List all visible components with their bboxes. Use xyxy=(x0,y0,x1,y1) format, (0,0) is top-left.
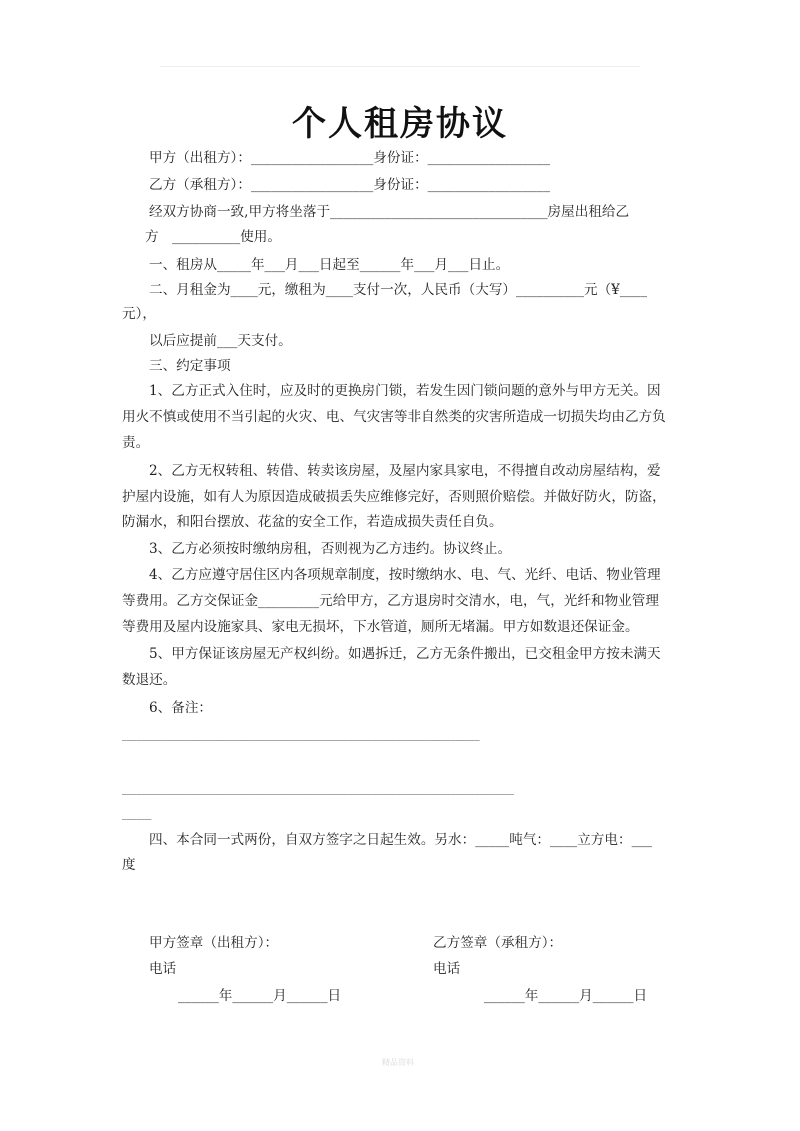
top-rule xyxy=(160,66,640,67)
signature-party-b-label: 乙方签章（承租方）： xyxy=(433,935,563,951)
line-item-2c: 防漏水，和阳台摆放、花盆的安全工作，若造成损失责任自负。 xyxy=(122,514,503,530)
line-rent-1: 二、月租金为____元，缴租为____支付一次，人民币（大写）__________元（¥____ xyxy=(149,282,648,298)
line-party-b: 乙方（承租方）：__________________身份证：__________________ xyxy=(149,177,551,193)
line-section-4: 四、本合同一式两份，自双方签字之日起生效。另水：_____吨气：____立方电：___ xyxy=(149,832,652,848)
phone-party-a: 电话 xyxy=(149,961,177,977)
line-item-5b: 数退还。 xyxy=(122,672,177,688)
footer-watermark: 精品资料 xyxy=(382,1058,414,1067)
signature-party-a-label: 甲方签章（出租方）： xyxy=(149,935,279,951)
line-term: 一、租房从_____年___月___日起至______年___月___日止。 xyxy=(149,257,510,273)
line-party-a: 甲方（出租方）：__________________身份证：__________________ xyxy=(149,150,551,166)
document-title: 个人租房协议 xyxy=(292,104,508,144)
line-item-2b: 护屋内设施，如有人为原因造成破损丢失应维修完好，否则照价赔偿。并做好防火，防盗， xyxy=(122,489,666,505)
line-item-1a: 1、乙方正式入住时，应及时的更换房门锁，若发生因门锁问题的意外与甲方无关。因 xyxy=(149,383,661,399)
line-rent-2: 元）， xyxy=(122,306,156,322)
line-item-4a: 4、乙方应遵守居住区内各项规章制度，按时缴纳水、电、气、光纤、电话、物业管理 xyxy=(149,567,661,583)
line-item-4b: 等费用。乙方交保证金_________元给甲方，乙方退房时交清水，电，气，光纤和物业管理 xyxy=(122,593,659,609)
line-remarks-2: ________________________________________________________________________________ xyxy=(122,784,514,795)
line-item-1c: 责。 xyxy=(122,435,150,451)
line-item-2a: 2、乙方无权转租、转借、转卖该房屋，及屋内家具家电，不得擅自改动房屋结构，爱 xyxy=(149,463,661,479)
phone-party-b: 电话 xyxy=(433,961,461,977)
date-party-b: ______年______月______日 xyxy=(484,988,648,1004)
line-property-2: 方 __________使用。 xyxy=(145,229,281,245)
line-item-4c: 等费用及屋内设施家具、家电无损坏，下水管道，厕所无堵漏。甲方如数退还保证金。 xyxy=(122,619,639,635)
line-section-3: 三、约定事项 xyxy=(149,358,231,374)
line-item-3: 3、乙方必须按时缴纳房租，否则视为乙方违约。协议终止。 xyxy=(149,541,512,557)
line-item-6: 6、备注： xyxy=(149,700,213,716)
line-item-5a: 5、甲方保证该房屋无产权纠纷。如遇拆迁，乙方无条件搬出，已交租金甲方按未满天 xyxy=(149,646,661,662)
line-remarks-1: _________________________________________________________________________ xyxy=(122,730,480,741)
line-remarks-3: ______ xyxy=(122,809,152,820)
date-party-a: ______年______月______日 xyxy=(178,988,342,1004)
line-section-4-unit: 度 xyxy=(122,857,136,873)
line-item-1b: 用火不慎或使用不当引起的火灾、电、气灾害等非自然类的灾害所造成一切损失均由乙方负 xyxy=(122,409,666,425)
line-property-1: 经双方协商一致,甲方将坐落于________________________________房屋出租给乙 xyxy=(149,204,630,220)
line-advance: 以后应提前___天支付。 xyxy=(149,333,292,349)
